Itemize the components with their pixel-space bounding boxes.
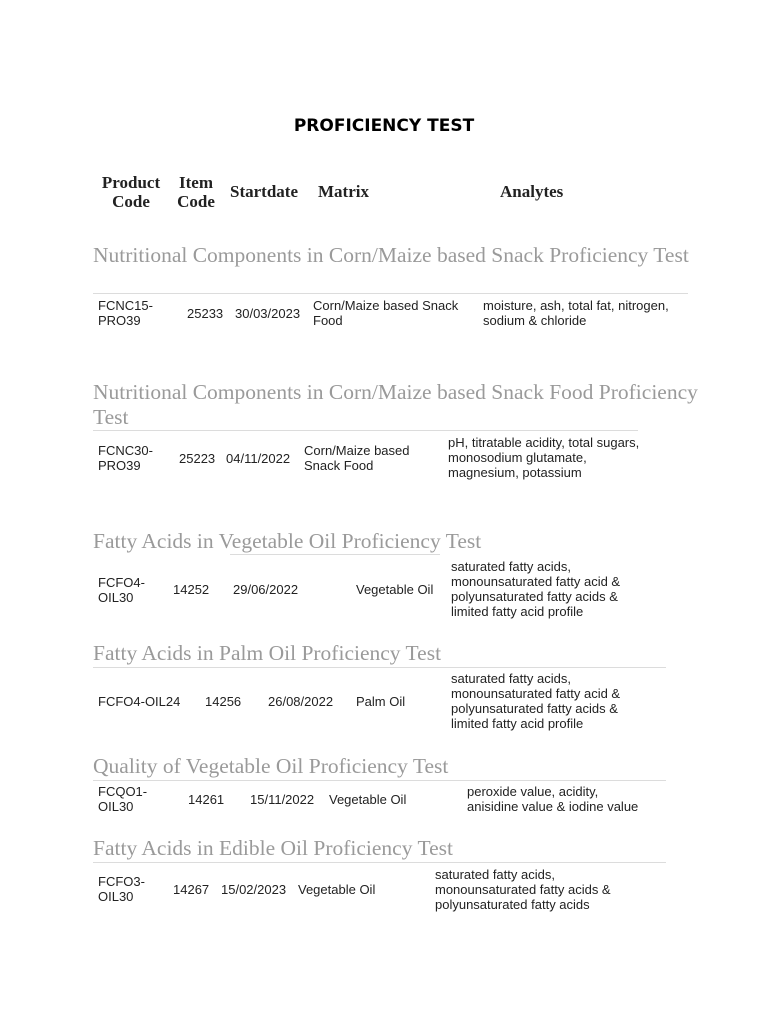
page-title: PROFICIENCY TEST [293, 116, 475, 136]
startdate-cell: 30/03/2023 [235, 306, 301, 321]
matrix-cell: Corn/Maize based Snack Food [304, 443, 410, 473]
startdate-cell: 29/06/2022 [233, 582, 299, 597]
item-code-cell: 14267 [173, 882, 210, 897]
analytes-cell: moisture, ash, total fat, nitrogen, sodium & chloride [483, 298, 669, 328]
product-code-cell: FCNC30- PRO39 [98, 443, 153, 473]
matrix-cell: Vegetable Oil [298, 882, 376, 897]
header-startdate: Startdate [230, 182, 298, 201]
analytes-cell: saturated fatty acids, monounsaturated fatty acid & polyunsaturated fatty acids & limited fatty acid profile [451, 671, 621, 731]
section-divider [93, 667, 666, 668]
analytes-cell: saturated fatty acids, monounsaturated fatty acid & polyunsaturated fatty acids & limited fatty acid profile [451, 559, 621, 619]
analytes-cell: peroxide value, acidity, anisidine value & iodine value [467, 784, 639, 814]
startdate-cell: 15/11/2022 [250, 792, 315, 807]
analytes-cell: saturated fatty acids, monounsaturated fatty acids & polyunsaturated fatty acids [435, 867, 611, 912]
item-code-cell: 25233 [187, 306, 224, 321]
matrix-cell: Vegetable Oil [356, 582, 434, 597]
item-code-cell: 14261 [188, 792, 225, 807]
section-divider [93, 862, 666, 863]
product-code-cell: FCQO1- OIL30 [98, 784, 148, 814]
section-divider [230, 554, 440, 555]
product-code-cell: FCNC15- PRO39 [98, 298, 153, 328]
matrix-cell: Palm Oil [356, 694, 406, 709]
item-code-cell: 14252 [173, 582, 210, 597]
header-product-code: Product Code [101, 173, 161, 211]
matrix-cell: Corn/Maize based Snack Food [313, 298, 459, 328]
section-heading: Fatty Acids in Palm Oil Proficiency Test [93, 641, 442, 665]
startdate-cell: 04/11/2022 [226, 451, 291, 466]
header-item-code: Item Code [177, 173, 215, 211]
section-heading: Quality of Vegetable Oil Proficiency Test [93, 754, 449, 778]
section-divider [93, 293, 688, 294]
section-heading: Fatty Acids in Vegetable Oil Proficiency Test [93, 529, 482, 553]
matrix-cell: Vegetable Oil [329, 792, 407, 807]
item-code-cell: 14256 [205, 694, 242, 709]
section-divider [93, 430, 638, 431]
section-heading: Fatty Acids in Edible Oil Proficiency Test [93, 836, 453, 860]
section-divider [93, 780, 666, 781]
analytes-cell: pH, titratable acidity, total sugars, monosodium glutamate, magnesium, potassium [448, 435, 640, 480]
startdate-cell: 26/08/2022 [268, 694, 334, 709]
section-heading: Nutritional Components in Corn/Maize based Snack Food Proficiency Test [93, 380, 698, 429]
product-code-cell: FCFO3- OIL30 [98, 874, 145, 904]
header-matrix: Matrix [318, 182, 369, 201]
product-code-cell: FCFO4- OIL30 [98, 575, 145, 605]
product-code-cell: FCFO4-OIL24 [98, 694, 181, 709]
item-code-cell: 25223 [179, 451, 216, 466]
startdate-cell: 15/02/2023 [221, 882, 287, 897]
header-analytes: Analytes [500, 182, 564, 201]
section-heading: Nutritional Components in Corn/Maize based Snack Proficiency Test [93, 243, 689, 267]
